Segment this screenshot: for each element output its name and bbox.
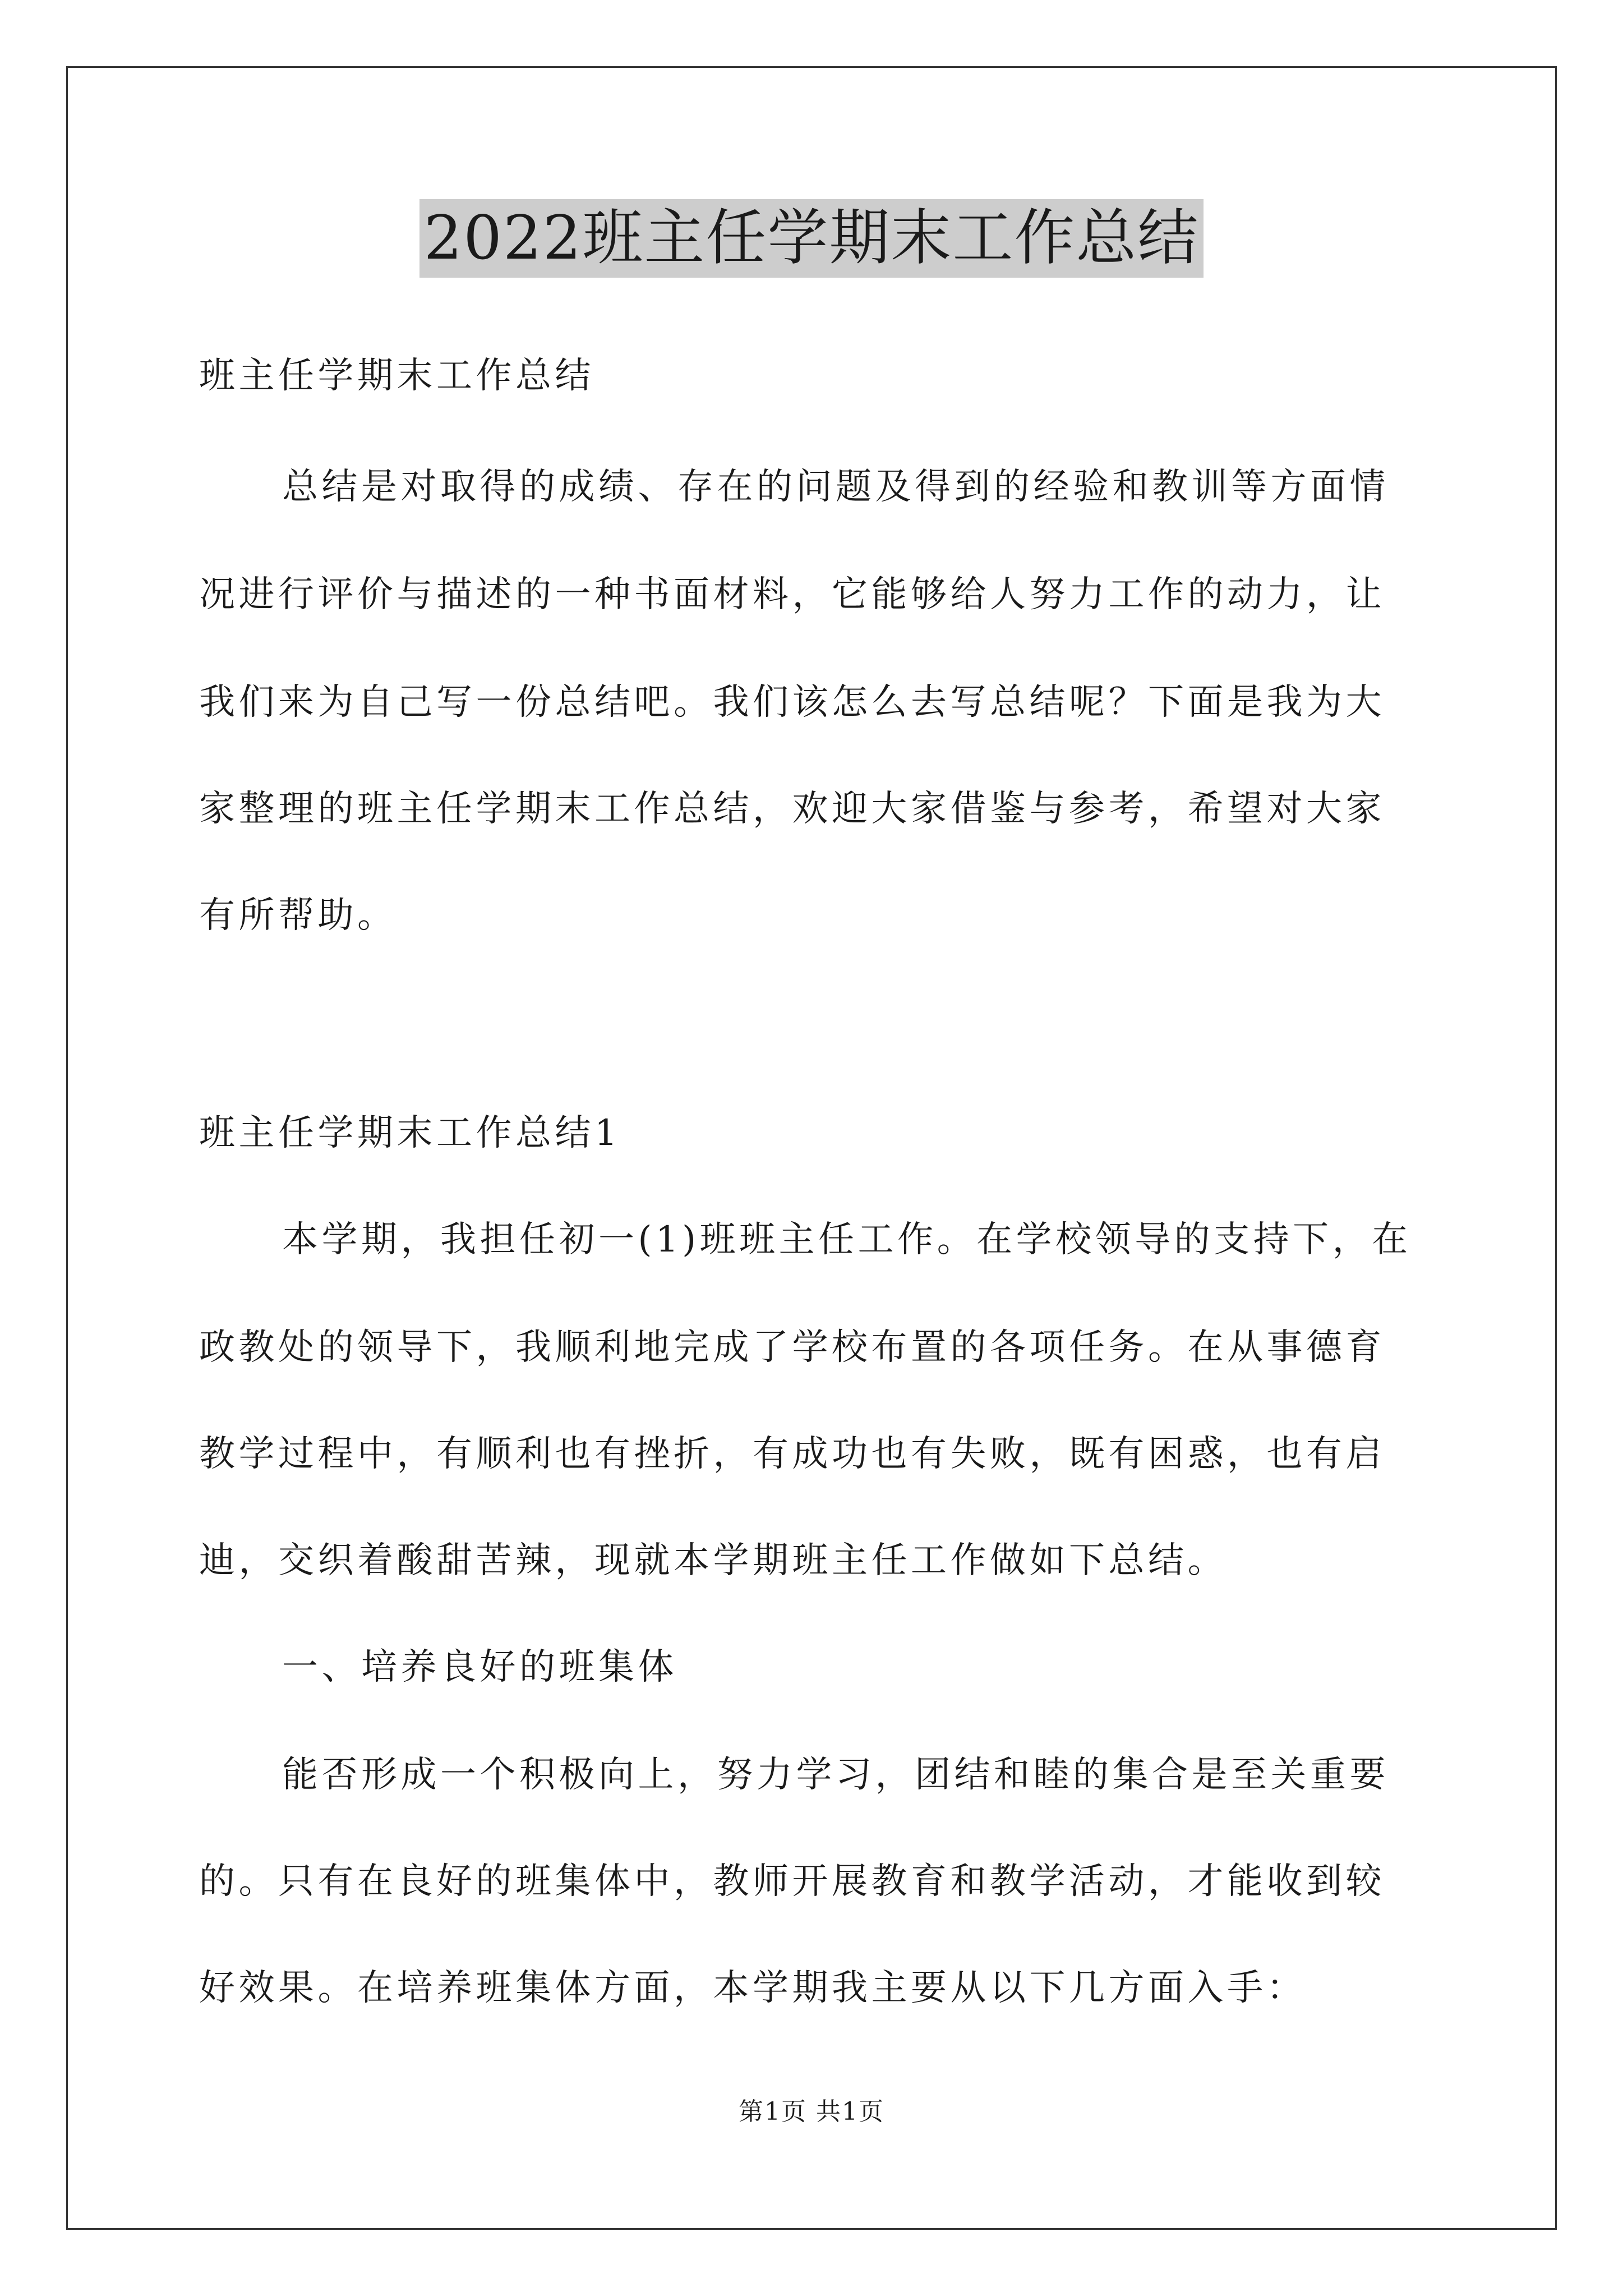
section-title: 班主任学期末工作总结1	[199, 1112, 621, 1154]
page-number-footer: 第1页 共1页	[739, 2097, 884, 2126]
intro-line: 家整理的班主任学期末工作总结，欢迎大家借鉴与参考，希望对大家	[199, 788, 1385, 830]
section-line: 迪，交织着酸甜苦辣，现就本学期班主任工作做如下总结。	[199, 1540, 1227, 1581]
section-line: 政教处的领导下，我顺利地完成了学校布置的各项任务。在从事德育	[199, 1327, 1385, 1368]
title-container	[0, 199, 1623, 278]
intro-line: 我们来为自己写一份总结吧。我们该怎么去写总结呢？下面是我为大	[199, 682, 1385, 723]
intro-line: 总结是对取得的成绩、存在的问题及得到的经验和教训等方面情	[282, 466, 1389, 508]
document-title: 2022班主任学期末工作总结	[419, 199, 1204, 278]
paragraph-line: 的。只有在良好的班集体中，教师开展教育和教学活动，才能收到较	[199, 1861, 1385, 1902]
section-line: 本学期，我担任初一(1)班班主任工作。在学校领导的支持下，在	[282, 1219, 1412, 1260]
intro-line: 有所帮助。	[199, 895, 397, 936]
section-line: 教学过程中，有顺利也有挫折，有成功也有失败，既有困惑，也有启	[199, 1433, 1385, 1475]
document-subtitle: 班主任学期末工作总结	[199, 355, 594, 397]
paragraph-line: 好效果。在培养班集体方面，本学期我主要从以下几方面入手：	[199, 1967, 1306, 2009]
intro-line: 况进行评价与描述的一种书面材料，它能够给人努力工作的动力，让	[199, 574, 1385, 615]
section-heading: 一、培养良好的班集体	[282, 1646, 677, 1688]
paragraph-line: 能否形成一个积极向上，努力学习，团结和睦的集合是至关重要	[282, 1754, 1389, 1796]
